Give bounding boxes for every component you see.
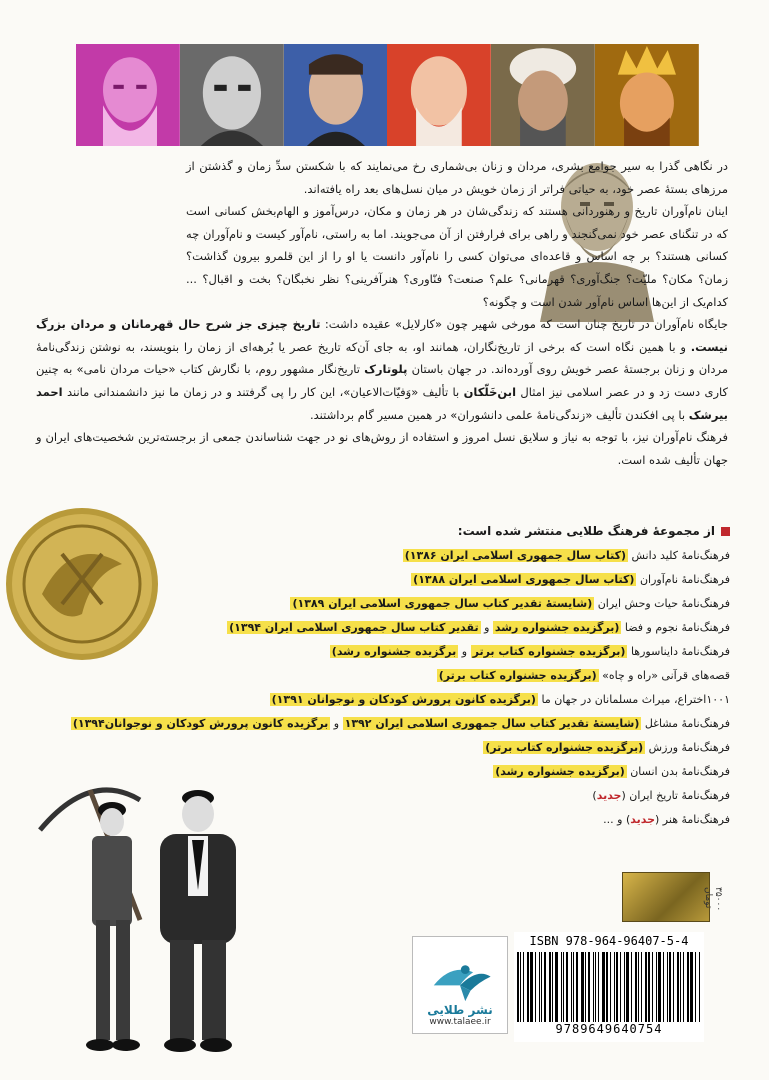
barcode-bar bbox=[699, 952, 700, 1022]
series-item-tail: و ... bbox=[603, 813, 626, 826]
award-joiner: و bbox=[458, 645, 471, 658]
series-item-title: فرهنگ‌نامهٔ مشاغل bbox=[641, 717, 730, 730]
portrait-strip bbox=[76, 44, 699, 146]
new-badge: جدید bbox=[630, 813, 656, 826]
barcode-bar bbox=[652, 952, 653, 1022]
price-sticker bbox=[622, 872, 723, 922]
barcode-bar bbox=[581, 952, 584, 1022]
series-item-title: فرهنگ‌نامهٔ ورزش bbox=[645, 741, 730, 754]
barcode-bar bbox=[616, 952, 618, 1022]
series-item bbox=[50, 640, 730, 664]
intro-p3-b: و با همین نگاه است که برخی از تاریخ‌نگاران، همانند او، به جای آن‌که تاریخ عصر یا بُرهه‌ای از زمان را بنویسند، به نوشتن زندگی‌نامهٔ مردان و زنان برجستهٔ عصر خویش روی آورده‌اند. در جهان باستان bbox=[36, 339, 728, 377]
barcode-bar bbox=[539, 952, 540, 1022]
award-highlight: (برگزیده جشنواره کتاب برتر) bbox=[438, 669, 597, 682]
series-item-title: فرهنگ‌نامهٔ کلید دانش bbox=[628, 549, 730, 562]
barcode-bar bbox=[638, 952, 639, 1022]
award-highlight: (برگزیده جشنواره رشد) bbox=[495, 765, 625, 778]
series-item-title: فرهنگ‌نامهٔ نجوم و فضا bbox=[621, 621, 730, 634]
portrait-magenta bbox=[76, 44, 180, 146]
barcode-bar bbox=[656, 952, 657, 1022]
barcode-bar bbox=[563, 952, 564, 1022]
portrait-crown bbox=[595, 44, 699, 146]
series-item bbox=[50, 712, 730, 736]
intro-text bbox=[36, 155, 728, 471]
award-highlight: (شایستهٔ تقدیر کتاب سال جمهوری اسلامی ایران ۱۳۸۹) bbox=[292, 597, 593, 610]
barcode-bar bbox=[635, 952, 637, 1022]
award-highlight: (برگزیده جشنواره کتاب برتر bbox=[472, 645, 626, 658]
award-highlight: تقدیر کتاب سال جمهوری اسلامی ایران ۱۳۹۴) bbox=[229, 621, 479, 634]
series-item bbox=[50, 736, 730, 760]
series-item bbox=[50, 544, 730, 568]
intro-p3-c: تاریخ‌نگار مشهور روم، با نگارش کتاب «حیات مردان نامی» به چنین کاری دست زد و در عصر اسلامی نیز امثال bbox=[36, 362, 729, 399]
barcode-bar bbox=[626, 952, 629, 1022]
series-item-title: فرهنگ‌نامهٔ تاریخ ایران bbox=[625, 789, 730, 802]
award-highlight: (برگزیده جشنواره کتاب برتر) bbox=[485, 741, 644, 754]
barcode-bar bbox=[541, 952, 542, 1022]
publisher-url: www.talaee.ir bbox=[429, 1017, 491, 1027]
series-item bbox=[50, 592, 730, 616]
barcode-bar bbox=[680, 952, 681, 1022]
award-highlight: (کتاب سال جمهوری اسلامی ایران ۱۳۸۸) bbox=[413, 573, 635, 586]
barcode-bar bbox=[663, 952, 664, 1022]
barcode-bar bbox=[585, 952, 586, 1022]
barcode-bar bbox=[683, 952, 684, 1022]
publisher-name: نشر طلایی bbox=[427, 1003, 493, 1017]
barcode-bar bbox=[677, 952, 679, 1022]
barcode-bar bbox=[667, 952, 668, 1022]
award-highlight: برگزیده جشنواره رشد) bbox=[331, 645, 457, 658]
series-item-title: فرهنگ‌نامهٔ دایناسورها bbox=[627, 645, 730, 658]
barcode-bar bbox=[517, 952, 519, 1022]
new-badge: جدید bbox=[596, 789, 622, 802]
award-highlight: (کتاب سال جمهوری اسلامی ایران ۱۳۸۶) bbox=[404, 549, 626, 562]
barcode-bar bbox=[598, 952, 599, 1022]
barcode-bar bbox=[588, 952, 590, 1022]
barcode-bar bbox=[673, 952, 674, 1022]
barcode-bar bbox=[690, 952, 693, 1022]
angel-icon bbox=[425, 959, 495, 1003]
portrait-grey bbox=[180, 44, 284, 146]
barcode-bar bbox=[552, 952, 553, 1022]
barcode-bar bbox=[602, 952, 605, 1022]
barcode-bar bbox=[641, 952, 642, 1022]
barcode-bar bbox=[561, 952, 562, 1022]
series-item bbox=[50, 688, 730, 712]
series-item bbox=[50, 664, 730, 688]
barcode-bar bbox=[523, 952, 524, 1022]
series-heading-text: از مجموعهٔ فرهنگ طلایی منتشر شده است: bbox=[457, 524, 715, 538]
intro-paragraph-1: در نگاهی گذرا به سیر جوامع بشری، مردان و زنان بی‌شماری رخ می‌نمایند که با شکستن سدِّ زمان و گذشتن از مرزهای بستهٔ عصر خود، به حیاتی فراتر از زمان خویش در میان نسل‌های بعد راه یافته‌اند. bbox=[186, 159, 728, 196]
barcode-bar bbox=[624, 952, 625, 1022]
series-item-new: فرهنگ‌نامهٔ هنر (جدید) و ... bbox=[603, 813, 730, 826]
plutarch-name: پلوتارک bbox=[364, 362, 408, 377]
series-item bbox=[50, 616, 730, 640]
barcode-bars bbox=[517, 952, 701, 1022]
award-joiner: و bbox=[330, 717, 343, 730]
publisher-logo bbox=[412, 936, 508, 1034]
carlyle-quote: تاریخ چیزی جز شرح حال قهرمانان و مردان بزرگ نیست. bbox=[36, 317, 728, 354]
barcode-bar bbox=[571, 952, 572, 1022]
barcode-bar bbox=[544, 952, 546, 1022]
barcode-bar bbox=[566, 952, 568, 1022]
barcode-bar bbox=[645, 952, 647, 1022]
award-highlight: (شایستهٔ تقدیر کتاب سال جمهوری اسلامی ایران ۱۳۹۲ bbox=[344, 717, 640, 730]
barcode-bar bbox=[695, 952, 696, 1022]
award-highlight: (برگزیده کانون پرورش کودکان و نوجوانان ۱۳۹۱) bbox=[271, 693, 536, 706]
series-item-title: فرهنگ‌نامهٔ نام‌آوران bbox=[636, 573, 730, 586]
barcode-bar bbox=[527, 952, 529, 1022]
award-highlight: (برگزیده جشنواره رشد bbox=[494, 621, 620, 634]
barcode-bar bbox=[687, 952, 689, 1022]
intro-p3-a: جایگاه نام‌آوران در تاریخ چنان است که مورخی شهیر چون «کارلایل» عقیده داشت: bbox=[320, 317, 729, 332]
price-text: ۳۵۰۰۰ تومان bbox=[703, 887, 723, 912]
isbn-text: ISBN 978-964-96407-5-4 bbox=[529, 934, 689, 948]
award-highlight: برگزیده کانون پرورش کودکان و نوجوانان۱۳۹۴) bbox=[72, 717, 329, 730]
barcode-number: 9789649640754 bbox=[555, 1022, 663, 1036]
barcode-bar bbox=[610, 952, 611, 1022]
barcode-bar bbox=[631, 952, 632, 1022]
intro-p3-d: با تألیف «وَفیّات‌الاعیان»، این کار را پی گرفتند و در زمان ما نیز دانشمندانی مانند bbox=[62, 384, 464, 399]
isbn-barcode bbox=[514, 932, 704, 1042]
intro-paragraph-2: اینان نام‌آوران تاریخ و رهنوردانی هستند که زندگی‌شان در هر زمان و مکان، درس‌آموز و الهام‌بخش کسانی است که در تنگنای عصر خود نمی‌گنجند و راهی برای فرارفتن از آن می‌جویند. اما به راستی، نام‌آور کیست و نام‌آوران چه کسانی هستند؟ بر چه اساس و قاعده‌ای می‌توان کسی را نام‌آور دانست یا او را از این قلمرو بیرون گذاشت؟ زمان؟ مکان؟ ملیّت؟ جنگ‌آوری؟ قهرمانی؟ علم؟ صنعت؟ فنّاوری؟ هنرآفرینی؟ نظر نخبگان؟ بخت و اقبال؟ ... کدام‌یک از این‌ها اساس نام‌آور شدن است و چگونه؟ bbox=[186, 204, 728, 309]
series-item-title: فرهنگ‌نامهٔ حیات وحش ایران bbox=[594, 597, 730, 610]
ibn-khallikan-name: ابن‌خَلّکان bbox=[463, 384, 517, 399]
series-item-title: قصه‌های قرآنی «راه و چاه» bbox=[598, 669, 730, 682]
barcode-bar bbox=[669, 952, 671, 1022]
series-heading bbox=[50, 524, 730, 538]
barcode-bar bbox=[620, 952, 621, 1022]
barcode-bar bbox=[576, 952, 578, 1022]
barcode-bar bbox=[555, 952, 558, 1022]
barcode-bar bbox=[593, 952, 594, 1022]
series-item bbox=[50, 568, 730, 592]
barcode-bar bbox=[549, 952, 551, 1022]
red-square-icon bbox=[721, 527, 730, 536]
portrait-red bbox=[387, 44, 491, 146]
series-item-new: فرهنگ‌نامهٔ تاریخ ایران (جدید) bbox=[592, 789, 730, 802]
series-item-title: ۱۰۰۱اختراع، میراث مسلمانان در جهان ما bbox=[537, 693, 730, 706]
series-item-title: فرهنگ‌نامهٔ بدن انسان bbox=[626, 765, 730, 778]
barcode-bar bbox=[530, 952, 533, 1022]
intro-p3-e: با پی افکندن تألیف «زندگی‌نامهٔ علمی دانشوران» در همین مسیر گام برداشتند. bbox=[309, 407, 689, 422]
barcode-bar bbox=[606, 952, 608, 1022]
award-joiner: و bbox=[480, 621, 493, 634]
ahmad-birashk-name: احمد بیرشک bbox=[36, 384, 728, 422]
intro-paragraph-4: فرهنگ نام‌آوران نیز، با توجه به نیاز و سلایق نسل امروز و استفاده از روش‌های نو در جهت شناساندن جمعی از برجسته‌ترین شخصیت‌های ایران و جهان تألیف شده است. bbox=[36, 430, 728, 467]
barcode-bar bbox=[658, 952, 661, 1022]
barcode-bar bbox=[595, 952, 596, 1022]
barcode-bar bbox=[535, 952, 536, 1022]
barcode-bar bbox=[573, 952, 574, 1022]
barcode-bar bbox=[648, 952, 650, 1022]
series-item-title: فرهنگ‌نامهٔ هنر bbox=[659, 813, 730, 826]
comedy-duo-image bbox=[30, 770, 260, 1070]
intro-paragraph-3 bbox=[36, 313, 728, 426]
portrait-turban bbox=[491, 44, 595, 146]
barcode-bar bbox=[614, 952, 615, 1022]
portrait-blue bbox=[284, 44, 388, 146]
barcode-bar bbox=[520, 952, 521, 1022]
